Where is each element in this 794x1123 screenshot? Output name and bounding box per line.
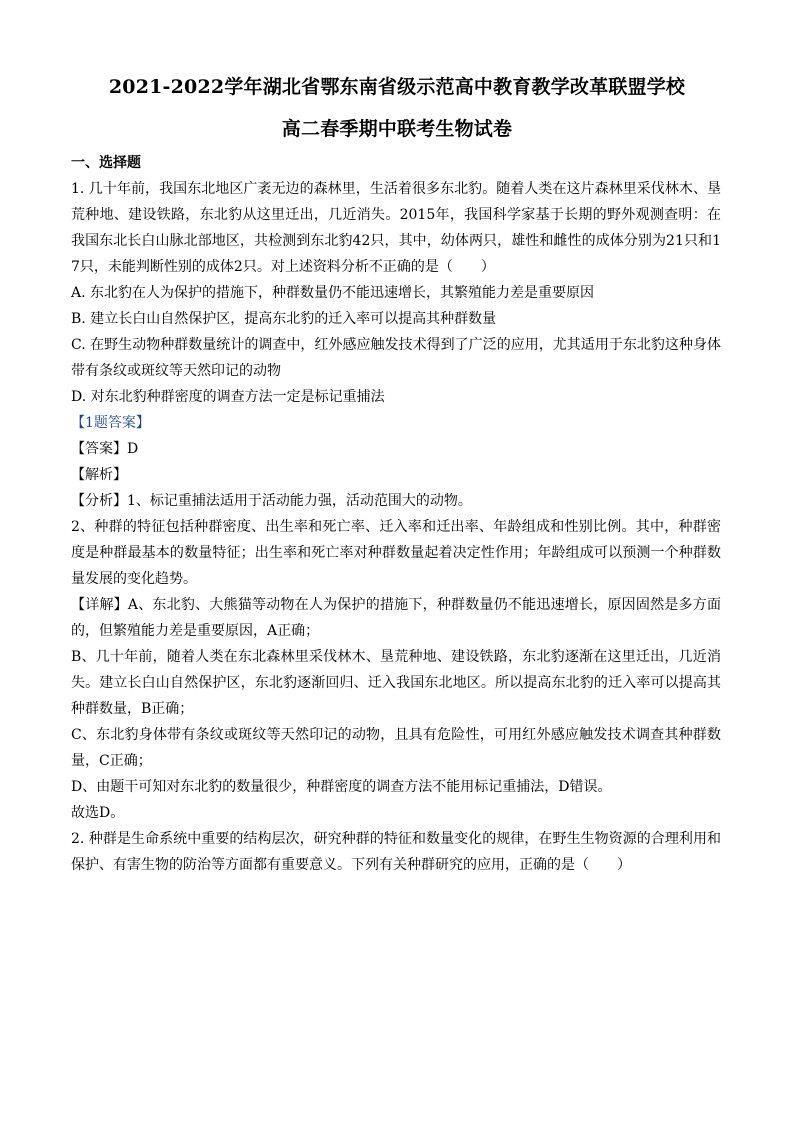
detail-d: D、由题干可知对东北豹的数量很少，种群密度的调查方法不能用标记重捕法，D错误。 bbox=[71, 779, 612, 795]
exam-title-line1: 2021-2022学年湖北省鄂东南省级示范高中教育教学改革联盟学校 bbox=[108, 76, 686, 98]
analysis-point-1: 【分析】1、标记重捕法适用于活动能力强，活动范围大的动物。 bbox=[71, 493, 472, 509]
detail-c: C、东北豹身体带有条纹或斑纹等天然印记的动物，且具有危险性，可用红外感应触发技术调查其种群数量，C正确； bbox=[71, 727, 721, 769]
answer-tag: 【1题答案】 bbox=[71, 415, 150, 431]
answer-line: 【答案】D bbox=[71, 441, 139, 457]
question-1-option-c: C. 在野生动物种群数量统计的调查中，红外感应触发技术得到了广泛的应用，尤其适用于东北豹这种身体带有条纹或斑纹等天然印记的动物 bbox=[71, 337, 721, 379]
detail-a: 【详解】A、东北豹、大熊猫等动物在人为保护的措施下，种群数量仍不能迅速增长，原因固然是多方面的，但繁殖能力差是重要原因，A正确； bbox=[71, 597, 721, 639]
question-1-option-a: A. 东北豹在人为保护的措施下，种群数量仍不能迅速增长，其繁殖能力差是重要原因 bbox=[71, 285, 595, 301]
detail-b: B、几十年前，随着人类在东北森林里采伐林木、垦荒种地、建设铁路，东北豹逐渐在这里迁出，几近消失。建立长白山自然保护区，东北豹逐渐回归、迁入我国东北地区。所以提高东北豹的迁入率可以提高其种群数量，B正确； bbox=[71, 649, 721, 717]
section-heading: 一、选择题 bbox=[71, 155, 141, 171]
question-1-option-b: B. 建立长白山自然保护区，提高东北豹的迁入率可以提高其种群数量 bbox=[71, 311, 497, 327]
analysis-point-2: 2、种群的特征包括种群密度、出生率和死亡率、迁入率和迁出率、年龄组成和性别比例。其中，种群密度是种群最基本的数量特征；出生率和死亡率对种群数量起着决定性作用；年龄组成可以预测一个种群数量发展的变化趋势。 bbox=[71, 519, 721, 587]
conclusion: 故选D。 bbox=[71, 805, 125, 821]
exam-title-line2: 高二春季期中联考生物试卷 bbox=[281, 118, 513, 140]
document-body bbox=[71, 150, 721, 878]
question-1-option-d: D. 对东北豹种群密度的调查方法一定是标记重捕法 bbox=[71, 389, 385, 405]
question-1-stem: 1. 几十年前，我国东北地区广袤无边的森林里，生活着很多东北豹。随着人类在这片森林里采伐林木、垦荒种地、建设铁路，东北豹从这里迁出，几近消失。2015年，我国科学家基于长期的野外观测查明：在我国东北长白山脉北部地区，共检测到东北豹42只，其中，幼体两只，雄性和雌性的成体分别为21只和17只，未能判断性别的成体2只。对上述资料分析不正确的是（ ） bbox=[71, 181, 721, 275]
analysis-tag: 【解析】 bbox=[71, 467, 127, 483]
question-2-stem: 2. 种群是生命系统中重要的结构层次，研究种群的特征和数量变化的规律，在野生生物资源的合理利用和保护、有害生物的防治等方面都有重要意义。下列有关种群研究的应用，正确的是（ ） bbox=[71, 831, 721, 873]
